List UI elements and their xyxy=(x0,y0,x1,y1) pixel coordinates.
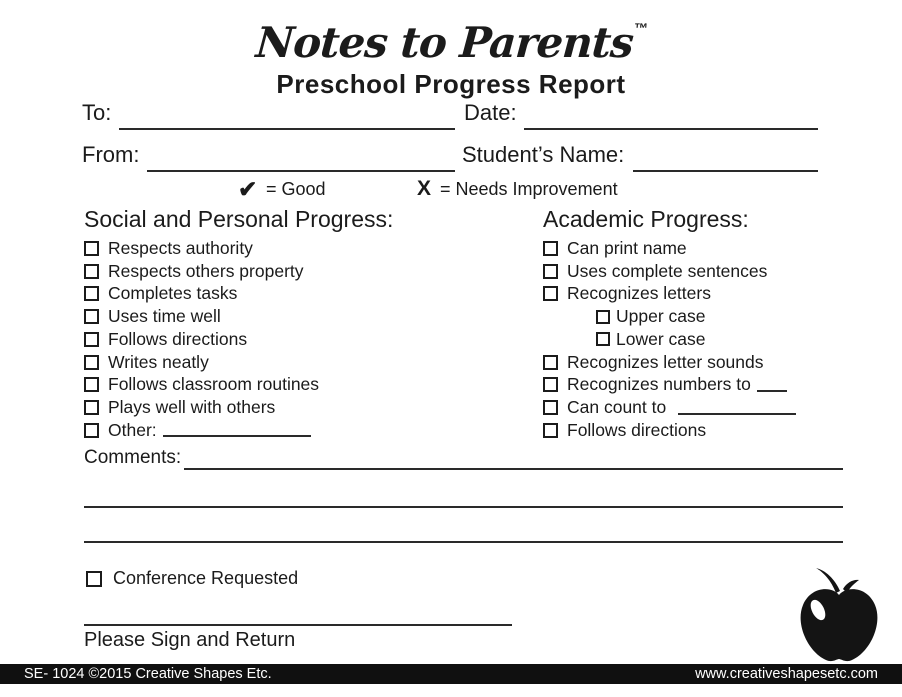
checklist-item xyxy=(543,283,873,306)
checklist-item-label: Respects others property xyxy=(108,260,304,281)
to-label: To: xyxy=(82,100,112,125)
checklist-item xyxy=(543,419,873,442)
legend-needs-text: = Needs Improvement xyxy=(440,179,618,199)
legend-good-text: = Good xyxy=(266,179,326,199)
checklist-item xyxy=(543,237,873,260)
checklist-item-numbers xyxy=(543,374,873,397)
checklist-item xyxy=(84,305,514,328)
checkbox[interactable] xyxy=(543,423,558,438)
signature-line[interactable] xyxy=(84,624,512,626)
conference-label: Conference Requested xyxy=(113,568,299,588)
comments-label: Comments: xyxy=(84,447,182,468)
checkbox[interactable] xyxy=(84,286,99,301)
apple-icon xyxy=(796,566,884,664)
checkbox[interactable] xyxy=(543,355,558,370)
comments-line-1[interactable] xyxy=(184,468,843,470)
checklist-item-sub xyxy=(543,305,873,328)
checklist-item-label: Follows directions xyxy=(108,328,248,349)
checkbox[interactable] xyxy=(84,264,99,279)
checklist-item xyxy=(84,351,514,374)
checklist-item xyxy=(84,237,514,260)
checkbox[interactable] xyxy=(543,377,558,392)
checklist-item-label: Can count to xyxy=(567,397,667,418)
checklist-item-label: Follows directions xyxy=(567,419,707,440)
trademark-symbol: ™ xyxy=(633,20,648,36)
count-input-line[interactable] xyxy=(678,401,796,415)
student-name-label: Student’s Name: xyxy=(462,142,625,167)
checkbox[interactable] xyxy=(84,332,99,347)
checkbox[interactable] xyxy=(84,423,99,438)
checkmark-icon: ✔ xyxy=(238,176,258,202)
footer-bar xyxy=(0,664,902,684)
checkbox[interactable] xyxy=(596,310,610,324)
academic-section-heading: Academic Progress: xyxy=(543,206,749,232)
checklist-item-label: Other: xyxy=(108,419,157,440)
checklist-item-sub xyxy=(543,328,873,351)
checklist-item-label: Follows classroom routines xyxy=(108,374,320,395)
x-mark-icon: X xyxy=(417,177,432,200)
checklist-item-other xyxy=(84,419,514,442)
checklist-item-label: Recognizes numbers to xyxy=(567,374,751,395)
checkbox[interactable] xyxy=(596,332,610,346)
checkbox[interactable] xyxy=(543,400,558,415)
student-name-input-line[interactable] xyxy=(633,170,818,172)
footer-website: www.creativeshapesetc.com xyxy=(695,666,878,682)
comments-line-2[interactable] xyxy=(84,506,843,508)
checklist-item-label: Plays well with others xyxy=(108,397,276,418)
conference-checkbox[interactable] xyxy=(86,571,102,587)
checkbox[interactable] xyxy=(84,355,99,370)
from-label: From: xyxy=(82,142,140,167)
social-section-heading: Social and Personal Progress: xyxy=(84,206,394,232)
academic-checklist xyxy=(543,237,873,442)
checklist-item xyxy=(84,328,514,351)
to-input-line[interactable] xyxy=(119,128,455,130)
checklist-item-label: Can print name xyxy=(567,237,687,258)
checklist-item xyxy=(543,260,873,283)
form-subtitle: Preschool Progress Report xyxy=(276,69,626,99)
checklist-item xyxy=(84,374,514,397)
checklist-item-label: Respects authority xyxy=(108,237,253,258)
checkbox[interactable] xyxy=(84,377,99,392)
checklist-item-count xyxy=(543,396,873,419)
footer-product-code: SE- 1024 ©2015 Creative Shapes Etc. xyxy=(24,666,272,682)
checklist-item xyxy=(84,283,514,306)
numbers-input-line[interactable] xyxy=(757,378,787,392)
checkbox[interactable] xyxy=(84,309,99,324)
social-checklist xyxy=(84,237,514,442)
checkbox[interactable] xyxy=(543,264,558,279)
form-title-text: Notes to Parents xyxy=(254,18,635,67)
checkbox[interactable] xyxy=(543,241,558,256)
checklist-item xyxy=(543,351,873,374)
date-input-line[interactable] xyxy=(524,128,818,130)
checkbox[interactable] xyxy=(84,241,99,256)
comments-line-3[interactable] xyxy=(84,541,843,543)
sign-return-label: Please Sign and Return xyxy=(84,629,296,651)
form-title xyxy=(254,18,647,67)
checklist-item xyxy=(84,260,514,283)
checkbox[interactable] xyxy=(543,286,558,301)
from-input-line[interactable] xyxy=(147,170,455,172)
date-label: Date: xyxy=(464,100,517,125)
checklist-item-label: Upper case xyxy=(616,306,706,327)
checklist-item-label: Recognizes letter sounds xyxy=(567,351,764,372)
checklist-item-label: Uses complete sentences xyxy=(567,260,768,281)
form-title-wrap xyxy=(0,18,902,67)
checklist-item-label: Writes neatly xyxy=(108,351,209,372)
other-input-line[interactable] xyxy=(163,423,311,437)
checklist-item-label: Recognizes letters xyxy=(567,283,711,304)
checklist-item xyxy=(84,396,514,419)
checklist-item-label: Completes tasks xyxy=(108,283,238,304)
checklist-item-label: Uses time well xyxy=(108,306,221,327)
checklist-item-label: Lower case xyxy=(616,328,706,349)
checkbox[interactable] xyxy=(84,400,99,415)
